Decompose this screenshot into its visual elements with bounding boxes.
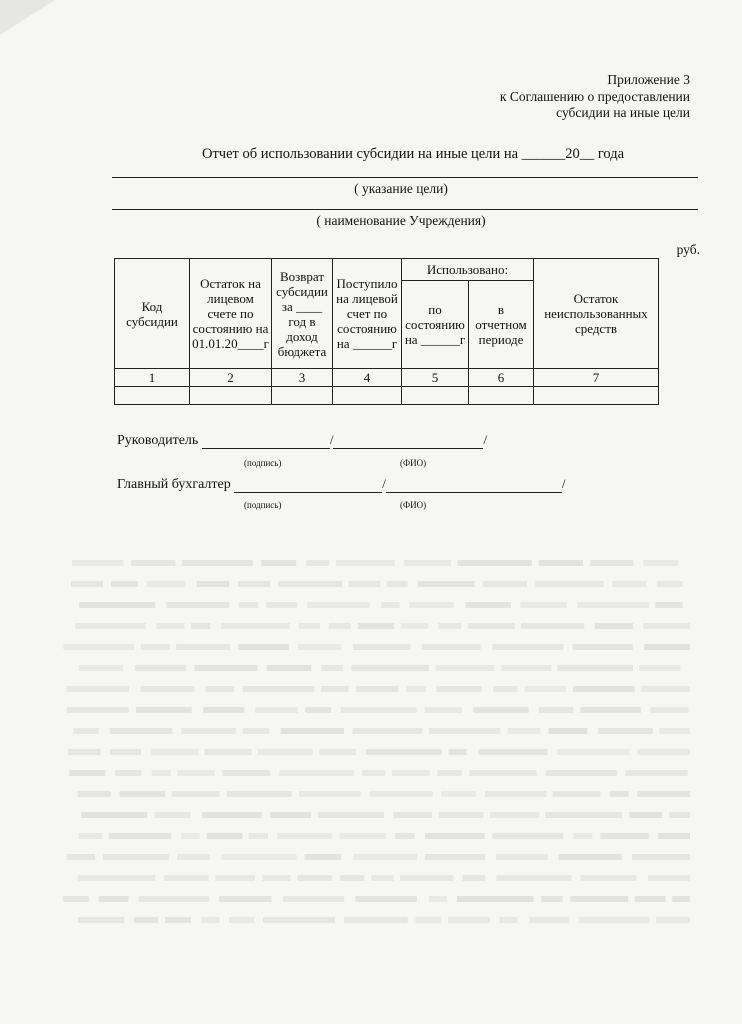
bleed-through-word — [448, 749, 466, 755]
bleed-through-word — [227, 791, 292, 797]
bleed-through-word — [358, 623, 394, 629]
bleed-through-word — [508, 728, 541, 734]
bleed-through-word — [366, 749, 442, 755]
table-cell — [469, 387, 534, 405]
bleed-through-word — [644, 644, 690, 650]
bleed-through-word — [493, 686, 517, 692]
bleed-through-word — [181, 728, 236, 734]
column-number: 6 — [469, 369, 534, 387]
bleed-through-word — [322, 665, 343, 671]
bleed-through-word — [362, 770, 385, 776]
bleed-through-word — [67, 854, 96, 860]
bleed-through-word — [279, 770, 354, 776]
report-table — [114, 258, 659, 405]
bleed-through-word — [243, 728, 269, 734]
bleed-through-word — [521, 623, 584, 629]
bleed-through-word — [438, 623, 461, 629]
bleed-through-word — [243, 686, 315, 692]
bleed-through-word — [278, 581, 342, 587]
bleed-through-word — [648, 875, 690, 881]
bleed-through-word — [340, 833, 386, 839]
bleed-through-word — [416, 917, 441, 923]
bleed-through-word — [579, 917, 649, 923]
bleed-through-word — [299, 623, 320, 629]
header-used-as-of: по состоянию на ______г — [402, 281, 469, 369]
bleed-through-word — [355, 896, 417, 902]
bleed-through-word — [238, 644, 288, 650]
bleed-through-word — [638, 749, 690, 755]
bleed-through-word — [229, 917, 254, 923]
director-label: Руководитель — [117, 433, 199, 448]
bleed-through-word — [202, 812, 261, 818]
bleed-through-word — [222, 854, 297, 860]
accountant-sign-line — [234, 492, 382, 493]
bleed-through-word — [598, 728, 653, 734]
bleed-through-word — [258, 749, 313, 755]
bleed-through-word — [266, 602, 297, 608]
bleed-through-word — [637, 791, 690, 797]
bleed-through-word — [371, 875, 393, 881]
bleed-through-word — [115, 770, 142, 776]
bleed-through-word — [78, 917, 124, 923]
bleed-through-word — [222, 770, 270, 776]
bleed-through-word — [441, 791, 476, 797]
header-used-period: в отчетном периоде — [469, 281, 534, 369]
header-remaining: Остаток неиспользованных средств — [534, 259, 659, 369]
bleed-through-word — [669, 812, 690, 818]
bleed-through-word — [255, 707, 298, 713]
bleed-through-word — [559, 854, 622, 860]
bleed-through-word — [439, 812, 484, 818]
bleed-through-word — [146, 581, 185, 587]
bleed-through-word — [68, 749, 101, 755]
bleed-through-word — [612, 581, 646, 587]
bleed-through-word — [658, 833, 690, 839]
bleed-through-word — [490, 812, 539, 818]
bleed-through-word — [165, 917, 191, 923]
currency-unit: руб. — [676, 242, 700, 257]
bleed-through-word — [349, 581, 380, 587]
bleed-through-word — [299, 791, 361, 797]
bleed-through-word — [448, 917, 490, 923]
table-cell — [272, 387, 333, 405]
bleed-through-word — [643, 623, 690, 629]
bleed-through-word — [468, 623, 515, 629]
title-blank: ______ — [521, 146, 566, 162]
bleed-through-word — [635, 896, 666, 902]
bleed-through-word — [78, 791, 111, 797]
bleed-through-word — [580, 707, 641, 713]
bleed-through-word — [201, 917, 219, 923]
table-cell — [402, 387, 469, 405]
bleed-through-word — [341, 707, 417, 713]
bleed-through-word — [182, 560, 253, 566]
bleed-through-word — [344, 917, 408, 923]
director-name-caption: (ФИО) — [400, 458, 427, 468]
bleed-through-word — [600, 833, 648, 839]
bleed-through-word — [73, 728, 98, 734]
bleed-through-word — [438, 770, 462, 776]
bleed-through-word — [392, 770, 430, 776]
bleed-through-word — [457, 560, 531, 566]
bleed-through-word — [548, 728, 587, 734]
director-name-line — [333, 448, 483, 449]
report-title — [202, 146, 624, 163]
bleed-through-word — [207, 833, 243, 839]
accountant-sign-caption: (подпись) — [244, 500, 282, 510]
bleed-through-word — [546, 770, 617, 776]
header-balance: Остаток на лицевом счете по состоянию на 01.01.20____г — [190, 259, 272, 369]
bleed-through-word — [463, 875, 486, 881]
goal-caption: ( указание цели) — [354, 181, 448, 196]
bleed-through-word — [135, 665, 186, 671]
bleed-through-word — [329, 623, 351, 629]
bleed-through-word — [103, 854, 169, 860]
bleed-through-word — [553, 791, 601, 797]
header-code: Код субсидии — [115, 259, 190, 369]
bleed-through-word — [641, 686, 690, 692]
bleed-through-word — [141, 644, 170, 650]
bleed-through-word — [425, 854, 485, 860]
bleed-through-word — [281, 728, 344, 734]
director-sign-caption: (подпись) — [244, 458, 282, 468]
bleed-through-word — [520, 602, 566, 608]
bleed-through-word — [629, 812, 661, 818]
bleed-through-word — [672, 896, 690, 902]
bleed-through-word — [429, 728, 500, 734]
bleed-through-word — [406, 686, 426, 692]
bleed-through-word — [72, 560, 124, 566]
bleed-through-word — [574, 833, 593, 839]
bleed-through-word — [436, 686, 481, 692]
bleed-through-word — [422, 644, 481, 650]
bleed-through-word — [99, 896, 129, 902]
bleed-through-word — [425, 833, 485, 839]
bleed-through-word — [650, 707, 688, 713]
bleed-through-word — [64, 644, 135, 650]
bleed-through-word — [525, 686, 566, 692]
bleed-through-word — [319, 749, 355, 755]
bleed-through-word — [590, 560, 633, 566]
bleed-through-word — [643, 560, 678, 566]
bleed-through-word — [482, 581, 526, 587]
table-cell — [115, 387, 190, 405]
bleed-through-word — [194, 665, 257, 671]
bleed-through-word — [139, 896, 209, 902]
column-number: 7 — [534, 369, 659, 387]
bleed-through-word — [81, 812, 147, 818]
bleed-through-word — [502, 665, 552, 671]
bleed-through-word — [205, 686, 234, 692]
bleed-through-word — [351, 665, 428, 671]
bleed-through-word — [79, 665, 123, 671]
bleed-through-word — [221, 623, 290, 629]
bleed-through-word — [177, 770, 215, 776]
table-cell — [333, 387, 402, 405]
bleed-through-word — [496, 854, 548, 860]
bleed-through-word — [395, 833, 415, 839]
director-signature-row: Руководитель / / — [117, 432, 488, 448]
bleed-through-word — [307, 602, 369, 608]
bleed-through-word — [485, 791, 546, 797]
bleed-through-word — [110, 749, 141, 755]
bleed-through-word — [639, 665, 680, 671]
bleed-through-word — [79, 602, 155, 608]
bleed-through-word — [557, 665, 633, 671]
bleed-through-word — [239, 602, 258, 608]
bleed-through-word — [400, 875, 453, 881]
bleed-through-word — [164, 875, 208, 881]
bleed-through-word — [305, 707, 331, 713]
bleed-through-word — [136, 707, 192, 713]
bleed-through-word — [262, 875, 290, 881]
bleed-through-word — [577, 602, 649, 608]
institution-caption: ( наименование Учреждения) — [316, 213, 486, 228]
bleed-through-word — [595, 623, 633, 629]
bleed-through-word — [191, 623, 210, 629]
bleed-through-word — [473, 707, 528, 713]
accountant-label: Главный бухгалтер — [117, 477, 231, 492]
bleed-through-word — [541, 896, 562, 902]
bleed-through-word — [529, 917, 568, 923]
bleed-through-word — [539, 707, 574, 713]
bleed-through-word — [215, 875, 255, 881]
bleed-through-word — [304, 854, 341, 860]
bleed-through-word — [67, 686, 129, 692]
bleed-through-word — [336, 560, 394, 566]
bleed-through-word — [151, 749, 198, 755]
bleed-through-word — [436, 665, 495, 671]
bleed-through-word — [418, 581, 475, 587]
bleed-through-word — [270, 812, 311, 818]
column-number: 4 — [333, 369, 402, 387]
bleed-through-word — [353, 644, 411, 650]
bleed-through-word — [657, 581, 683, 587]
bleed-through-word — [535, 581, 603, 587]
bleed-through-word — [283, 896, 344, 902]
bleed-through-word — [570, 896, 628, 902]
appendix-line-1: Приложение 3 — [607, 72, 690, 87]
table-cell — [190, 387, 272, 405]
bleed-through-word — [457, 896, 534, 902]
table-cell — [534, 387, 659, 405]
bleed-through-word — [155, 812, 191, 818]
bleed-through-word — [197, 581, 229, 587]
bleed-through-word — [429, 896, 447, 902]
bleed-through-word — [496, 875, 571, 881]
bleed-through-word — [267, 665, 312, 671]
bleed-through-word — [249, 833, 268, 839]
bleed-through-word — [67, 707, 129, 713]
column-number: 1 — [115, 369, 190, 387]
bleed-through-word — [466, 602, 511, 608]
bleed-through-word — [409, 602, 453, 608]
bleed-through-word — [393, 812, 432, 818]
bleed-through-word — [572, 644, 632, 650]
bleed-through-word — [353, 854, 417, 860]
bleed-through-word — [499, 917, 517, 923]
appendix-line-3: субсидии на иные цели — [556, 105, 690, 120]
bleed-through-word — [120, 791, 166, 797]
bleed-through-word — [538, 560, 583, 566]
bleed-through-word — [655, 602, 682, 608]
bleed-through-word — [109, 833, 172, 839]
column-number: 3 — [272, 369, 333, 387]
bleed-through-word — [69, 770, 105, 776]
bleed-through-word — [356, 686, 398, 692]
goal-fill-line — [112, 177, 698, 178]
bleed-through-word — [261, 560, 296, 566]
bleed-through-word — [470, 770, 537, 776]
bleed-through-word — [172, 791, 220, 797]
bleed-through-word — [238, 581, 270, 587]
institution-fill-line — [112, 209, 698, 210]
bleed-through-word — [340, 875, 364, 881]
bleed-through-word — [263, 917, 335, 923]
bleed-through-word — [131, 560, 176, 566]
title-prefix: Отчет об использовании субсидии на иные цели на — [202, 146, 519, 162]
accountant-name-line — [386, 492, 562, 493]
bleed-through-word — [111, 581, 138, 587]
bleed-through-word — [75, 623, 145, 629]
bleed-through-word — [318, 812, 384, 818]
bleed-through-word — [140, 686, 194, 692]
appendix-header — [500, 72, 690, 122]
bleed-through-word — [205, 749, 252, 755]
accountant-name-caption: (ФИО) — [400, 500, 427, 510]
header-used: Использовано: — [402, 259, 534, 281]
bleed-through-word — [134, 917, 158, 923]
bleed-through-word — [610, 791, 629, 797]
bleed-through-word — [632, 854, 690, 860]
bleed-through-word — [177, 854, 210, 860]
bleed-through-word — [78, 875, 155, 881]
bleed-through-word — [306, 560, 329, 566]
bleed-through-word — [71, 581, 103, 587]
bleed-through-word — [152, 770, 171, 776]
appendix-line-2: к Соглашению о предоставлении — [499, 88, 690, 104]
bleed-through-word — [545, 812, 622, 818]
bleed-through-word — [156, 623, 184, 629]
bleed-through-word — [381, 602, 399, 608]
bleed-through-word — [573, 686, 635, 692]
bleed-through-word — [321, 686, 349, 692]
bleed-through-word — [659, 728, 690, 734]
bleed-through-word — [166, 602, 229, 608]
header-refund: Возврат субсидии за ____ год в доход бюджета — [272, 259, 333, 369]
bleed-through-word — [219, 896, 272, 902]
bleed-through-word — [298, 644, 341, 650]
bleed-through-word — [369, 791, 432, 797]
director-sign-line — [202, 448, 330, 449]
bleed-through-word — [353, 728, 423, 734]
bleed-through-word — [181, 833, 199, 839]
column-number: 5 — [402, 369, 469, 387]
bleed-through-word — [581, 875, 637, 881]
bleed-through-word — [63, 896, 88, 902]
bleed-through-word — [297, 875, 332, 881]
bleed-through-word — [401, 623, 429, 629]
bleed-through-word — [625, 770, 687, 776]
bleed-through-word — [656, 917, 690, 923]
bleed-through-word — [479, 749, 548, 755]
bleed-through-word — [277, 833, 332, 839]
bleed-through-word — [425, 707, 462, 713]
header-received: Поступило на лицевой счет по состоянию на ______г — [333, 259, 402, 369]
bleed-through-word — [203, 707, 244, 713]
bleed-through-word — [110, 728, 173, 734]
bleed-through-word — [79, 833, 103, 839]
bleed-through-word — [492, 644, 563, 650]
bleed-through-word — [492, 833, 563, 839]
bleed-through-word — [387, 581, 408, 587]
column-number: 2 — [190, 369, 272, 387]
accountant-signature-row: Главный бухгалтер / / — [117, 476, 566, 492]
bleed-through-word — [557, 749, 630, 755]
bleed-through-word — [176, 644, 230, 650]
title-year: 20__ года — [565, 146, 625, 162]
bleed-through-word — [404, 560, 451, 566]
